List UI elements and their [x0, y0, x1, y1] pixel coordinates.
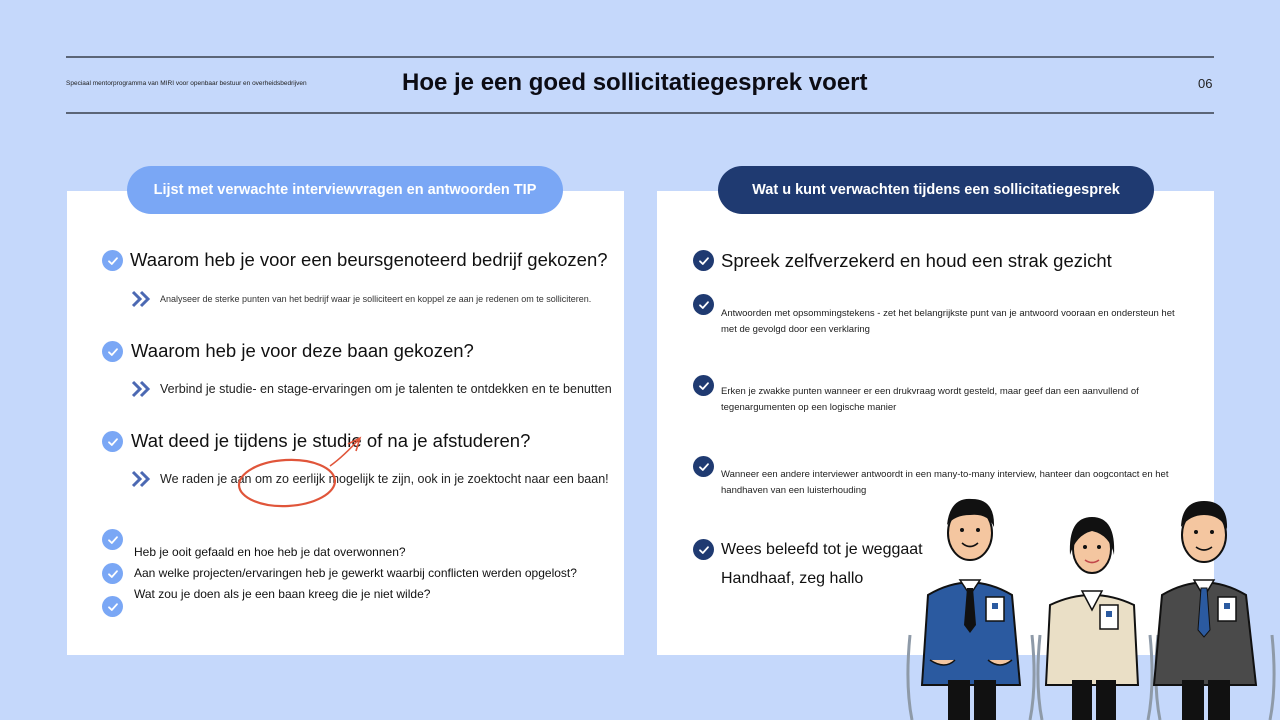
extra-question-1: Heb je ooit gefaald en hoe heb je dat overwonnen?	[134, 545, 406, 559]
double-chevron-icon	[131, 380, 151, 398]
check-icon	[102, 341, 123, 362]
check-icon	[693, 375, 714, 396]
check-icon	[102, 431, 123, 452]
page-title: Hoe je een goed sollicitatiegesprek voert	[402, 69, 868, 96]
tip-3: We raden je aan om zo eerlijk mogelijk te zijn, ook in je zoektocht naar een baan!	[160, 472, 609, 486]
question-2: Waarom heb je voor deze baan gekozen?	[131, 340, 474, 361]
right-point-1: Antwoorden met opsommingstekens - zet het belangrijkste punt van je antwoord vooraan en ondersteun het met de gevolgd door een verklaring	[721, 308, 1175, 335]
page-number: 06	[1198, 76, 1213, 91]
candidate-3	[1154, 501, 1256, 720]
extra-question-3: Wat zou je doen als je een baan kreeg die je niet wilde?	[134, 587, 431, 601]
check-icon	[102, 529, 123, 550]
check-icon	[102, 596, 123, 617]
closing-line-2: Handhaaf, zeg hallo	[721, 570, 864, 587]
tip-1: Analyseer de sterke punten van het bedrijf waar je solliciteert en koppel ze aan je redenen om te solliciteren.	[160, 294, 592, 304]
header-bottom-rule	[66, 112, 1214, 114]
check-icon	[693, 250, 714, 271]
left-panel-pill: Lijst met verwachte interviewvragen en antwoorden TIP	[127, 166, 563, 214]
extra-question-2: Aan welke projecten/ervaringen heb je gewerkt waarbij conflicten werden opgelost?	[134, 566, 577, 580]
check-icon	[102, 563, 123, 584]
question-1: Waarom heb je voor een beursgenoteerd bedrijf gekozen?	[130, 249, 608, 270]
header-top-rule	[66, 56, 1214, 58]
check-icon	[693, 539, 714, 560]
double-chevron-icon	[131, 290, 151, 308]
right-point-2: Erken je zwakke punten wanneer er een drukvraag wordt gesteld, maar geef dan een aanvullend of tegenargumenten op een logische manier	[721, 386, 1139, 413]
tip-2: Verbind je studie- en stage-ervaringen om je talenten te ontdekken en te benutten	[160, 382, 612, 396]
check-icon	[102, 250, 123, 271]
program-subtitle: Speciaal mentorprogramma van MIRI voor openbaar bestuur en overheidsbedrijven	[66, 80, 307, 87]
candidates-illustration	[900, 485, 1280, 720]
right-point-3: Wanneer een andere interviewer antwoordt in een many-to-many interview, hanteer dan oogcontact en het handhaven van een luisterhouding	[721, 469, 1169, 496]
right-heading: Spreek zelfverzekerd en houd een strak gezicht	[721, 250, 1112, 271]
closing-line-1: Wees beleefd tot je weggaat	[721, 541, 923, 558]
candidate-1	[922, 499, 1020, 720]
hand-drawn-circle-annotation	[222, 430, 372, 515]
check-icon	[693, 294, 714, 315]
double-chevron-icon	[131, 470, 151, 488]
check-icon	[693, 456, 714, 477]
question-3: Wat deed je tijdens je studie of na je afstuderen?	[131, 430, 531, 451]
candidate-2	[1046, 517, 1138, 720]
right-panel-pill: Wat u kunt verwachten tijdens een sollicitatiegesprek	[718, 166, 1154, 214]
